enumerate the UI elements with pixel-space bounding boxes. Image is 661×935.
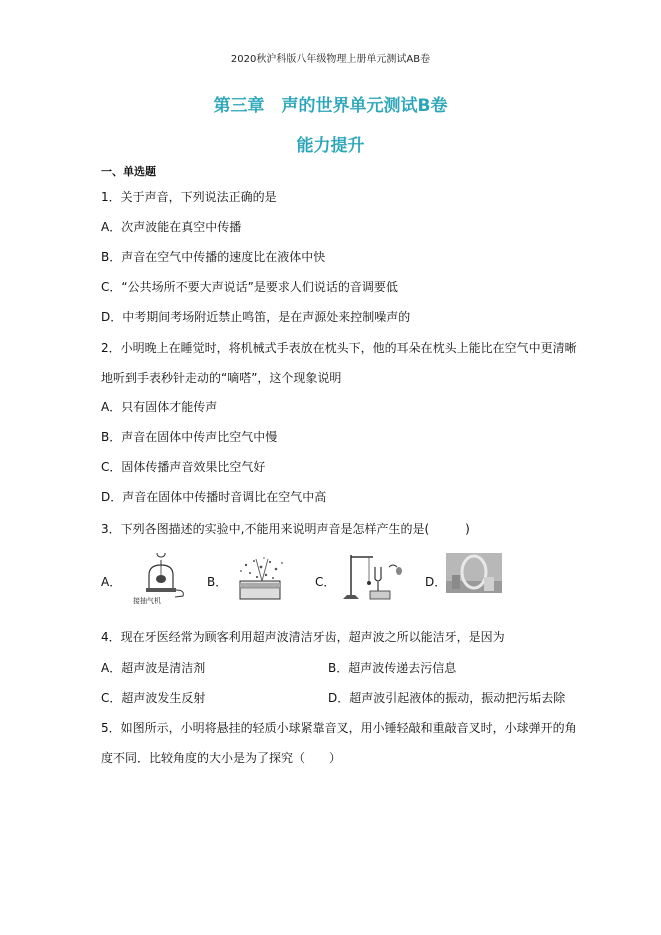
q5-stem-line2: 度不同．比较角度的大小是为了探究（ ）: [101, 751, 342, 765]
section-heading: 一、单选题: [101, 165, 156, 178]
q2-stem-line1: 2．小明晚上在睡觉时，将机械式手表放在枕头下，他的耳朵在枕头上能比在空气中更清晰: [101, 341, 577, 355]
q1-option-d: D．中考期间考场附近禁止鸣笛，是在声源处来控制噪声的: [101, 310, 411, 324]
q3-label-c: C．: [315, 575, 336, 589]
q2-stem-line2: 地听到手表秒针走动的“嘀嗒”，这个现象说明: [101, 371, 342, 385]
page-subtitle: 能力提升: [296, 136, 365, 156]
q4-option-b: B．超声波传递去污信息: [328, 661, 457, 675]
q3-label-b: B．: [207, 575, 228, 589]
q3-stem: 3．下列各图描述的实验中,不能用来说明声音是怎样产生的是( ): [101, 522, 470, 536]
bell-jar-image: [123, 553, 193, 605]
water-splash-image: [226, 553, 296, 605]
q1-stem: 1．关于声音，下列说法正确的是: [101, 190, 277, 204]
q2-option-b: B．声音在固体中传声比空气中慢: [101, 430, 278, 444]
q3-label-a: A．: [101, 575, 122, 589]
tuning-fork-image: [333, 553, 413, 605]
q4-option-a: A．超声波是清洁剂: [101, 661, 206, 675]
q2-option-d: D．声音在固体中传播时音调比在空气中高: [101, 490, 327, 504]
q2-option-a: A．只有固体才能传声: [101, 400, 218, 414]
q1-option-b: B．声音在空气中传播的速度比在液体中快: [101, 250, 326, 264]
bell-jar-caption: 接抽气机: [133, 598, 161, 605]
q3-image-row: [101, 553, 571, 605]
speaker-photo-image: [446, 553, 502, 593]
q4-option-c: C．超声波发生反射: [101, 691, 206, 705]
page-title: 第三章 声的世界单元测试B卷: [213, 96, 448, 116]
q1-option-a: A．次声波能在真空中传播: [101, 220, 242, 234]
q5-stem-line1: 5．如图所示，小明将悬挂的轻质小球紧靠音叉，用小锤轻敲和重敲音叉时，小球弹开的角: [101, 721, 577, 735]
q1-option-c: C．“公共场所不要大声说话”是要求人们说话的音调要低: [101, 280, 398, 294]
q4-option-d: D．超声波引起液体的振动，振动把污垢去除: [328, 691, 566, 705]
q4-stem: 4．现在牙医经常为顾客利用超声波清洁牙齿，超声波之所以能洁牙，是因为: [101, 630, 505, 644]
q3-label-d: D．: [425, 575, 447, 589]
page-header: 2020秋沪科版八年级物理上册单元测试AB卷: [230, 54, 431, 65]
q2-option-c: C．固体传播声音效果比空气好: [101, 460, 266, 474]
